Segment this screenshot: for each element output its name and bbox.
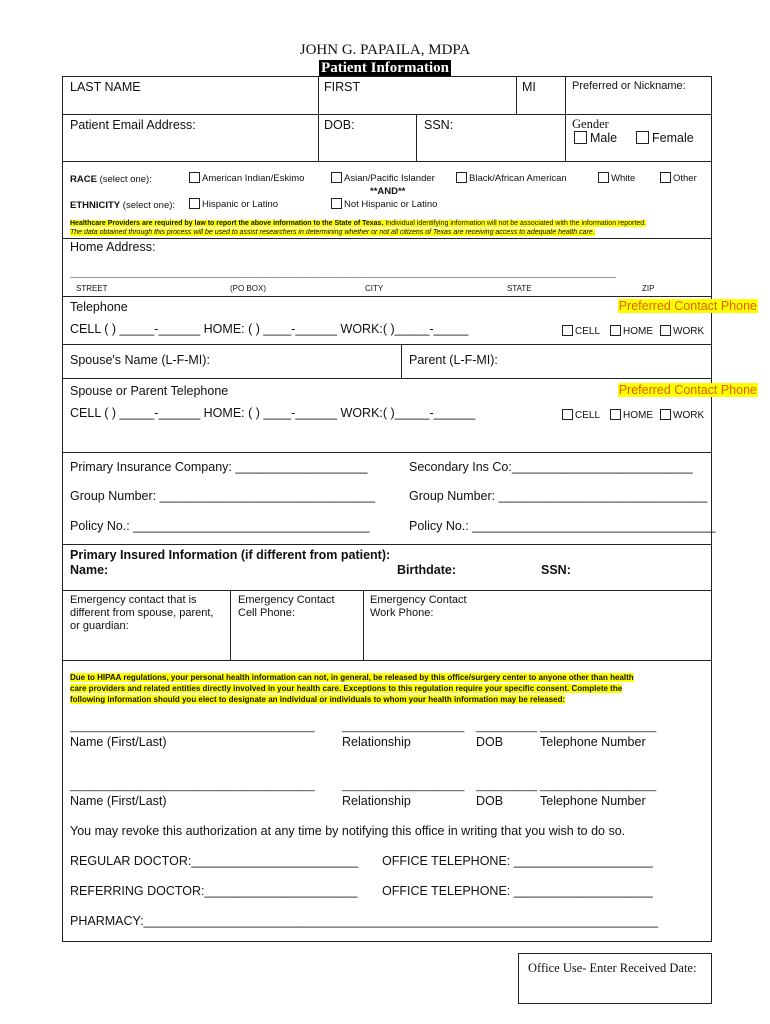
office-use-box[interactable]: [518, 953, 712, 1004]
pref-work-option[interactable]: [660, 325, 704, 337]
ethnicity-label-text: ETHNICITY: [70, 200, 121, 211]
divider: [416, 114, 417, 161]
hipaa-line: care providers and related entities directly involved in your health care. Exceptions to this regulation require your specific consent. Complete the: [70, 684, 623, 693]
race-option[interactable]: [456, 172, 567, 184]
address-line[interactable]: _____________________________________________________________________________________________________________: [70, 268, 616, 278]
regular-doctor-field[interactable]: REGULAR DOCTOR:________________________: [70, 854, 359, 868]
primary-insurance-field[interactable]: Primary Insurance Company: ___________________: [70, 460, 368, 474]
hispanic-label: Hispanic or Latino: [202, 199, 279, 210]
checkbox[interactable]: [610, 325, 621, 336]
male-checkbox[interactable]: [574, 131, 587, 144]
race-option-label: Black/African American: [469, 173, 567, 184]
referring-doctor-field[interactable]: REFERRING DOCTOR:______________________: [70, 884, 358, 898]
telephone-label: Telephone: [70, 300, 128, 314]
street-caption: STREET: [76, 284, 108, 293]
dob-label: DOB:: [324, 118, 355, 132]
hispanic-option[interactable]: [189, 198, 278, 210]
checkbox[interactable]: [331, 198, 342, 209]
pref-work-option[interactable]: [660, 409, 704, 421]
telephone-line[interactable]: CELL ( ) _____-______ HOME: ( ) ____-______ WORK:( )_____-_____: [70, 322, 469, 336]
release-relationship-caption: Relationship: [342, 794, 411, 808]
race-option[interactable]: [331, 172, 435, 184]
cell-label: CELL: [575, 326, 601, 337]
ethnicity-hint: (select one):: [122, 200, 176, 211]
release-telephone-caption: Telephone Number: [540, 794, 646, 808]
divider: [62, 660, 712, 661]
insured-ssn-label: SSN:: [541, 563, 571, 577]
preferred-name-label: Preferred or Nickname:: [572, 80, 686, 92]
emergency-work-label: [370, 594, 467, 620]
office-use-label: Office Use- Enter Received Date:: [528, 961, 697, 975]
email-label: Patient Email Address:: [70, 118, 196, 132]
male-label: Male: [590, 131, 618, 145]
emergency-contact-line: or guardian:: [70, 620, 129, 632]
cell-label: CELL: [575, 410, 601, 421]
divider: [62, 344, 712, 345]
divider: [62, 161, 712, 162]
group-number-field[interactable]: Group Number: _______________________________: [70, 489, 376, 503]
emergency-cell-line: Emergency Contact: [238, 594, 335, 606]
mi-field[interactable]: [520, 96, 562, 112]
first-name-label: FIRST: [324, 80, 361, 94]
insured-name-label: Name:: [70, 563, 109, 577]
practice-name: JOHN G. PAPAILA, MDPA: [299, 42, 471, 58]
revoke-notice: You may revoke this authorization at any time by notifying this office in writing that you wish to do so.: [70, 824, 626, 838]
divider: [565, 76, 566, 161]
race-option-label: Asian/Pacific Islander: [344, 173, 435, 184]
race-label: [70, 174, 152, 185]
release-telephone-caption: Telephone Number: [540, 735, 646, 749]
female-checkbox[interactable]: [636, 131, 649, 144]
pref-cell-option[interactable]: [562, 409, 600, 421]
pobox-caption: (PO BOX): [230, 284, 267, 293]
release-name-line[interactable]: ________________________________________: [70, 721, 315, 733]
not-hispanic-label: Not Hispanic or Latino: [344, 199, 438, 210]
zip-caption: ZIP: [642, 284, 655, 293]
race-option-label: American Indian/Eskimo: [202, 173, 305, 184]
race-option-label: White: [611, 173, 636, 184]
divider: [62, 296, 712, 297]
gender-label: Gender: [572, 117, 609, 131]
last-name-label: LAST NAME: [70, 80, 141, 94]
checkbox[interactable]: [660, 172, 671, 183]
spouse-name-label: Spouse's Name (L-F-MI):: [70, 353, 210, 367]
first-name-field[interactable]: [322, 96, 512, 112]
preferred-name-field[interactable]: [570, 96, 708, 112]
notice-italic: The data obtained through this process will be used to assist researchers in determining whether or not all citizens of Texas are receiving access to adequate health care.: [70, 229, 595, 236]
divider: [363, 590, 364, 660]
group-number-field[interactable]: Group Number: ______________________________: [409, 489, 708, 503]
reporting-notice: [70, 219, 710, 237]
release-dob-line[interactable]: __________: [476, 780, 538, 792]
race-option-label: Other: [673, 173, 697, 184]
divider: [62, 238, 712, 239]
female-option[interactable]: [636, 131, 694, 145]
spouse-telephone-label: Spouse or Parent Telephone: [70, 384, 229, 398]
office-telephone-field[interactable]: OFFICE TELEPHONE: ____________________: [382, 884, 653, 898]
checkbox[interactable]: [189, 172, 200, 183]
hipaa-notice: [70, 672, 634, 705]
emergency-contact-line: Emergency contact that is: [70, 594, 197, 606]
ethnicity-label: [70, 200, 175, 211]
pharmacy-field[interactable]: PHARMACY:__________________________________________________________________________: [70, 914, 659, 928]
secondary-insurance-field[interactable]: Secondary Ins Co:__________________________: [409, 460, 693, 474]
last-name-field[interactable]: [66, 96, 314, 112]
notice-bold: Healthcare Providers are required by law to report the above information to the State of Texas.: [70, 220, 384, 227]
policy-number-field[interactable]: Policy No.: ___________________________________: [409, 519, 716, 533]
insured-birthdate-label: Birthdate:: [397, 563, 457, 577]
divider: [401, 344, 402, 378]
state-caption: STATE: [507, 284, 532, 293]
divider: [62, 114, 712, 115]
parent-name-label: Parent (L-F-MI):: [409, 353, 498, 367]
and-label: **AND**: [370, 186, 406, 197]
release-relationship-line[interactable]: ____________________: [342, 780, 465, 792]
emergency-cell-label: [238, 594, 335, 620]
divider: [230, 590, 231, 660]
race-label-text: RACE: [70, 174, 97, 185]
race-option[interactable]: [660, 172, 697, 184]
primary-insured-title: Primary Insured Information (if different from patient):: [70, 548, 391, 562]
race-option[interactable]: [598, 172, 635, 184]
pref-home-option[interactable]: [610, 409, 653, 421]
preferred-contact-phone-label: Preferred Contact Phone: [618, 383, 757, 397]
divider: [516, 76, 517, 114]
emergency-contact-line: different from spouse, parent,: [70, 607, 214, 619]
checkbox[interactable]: [331, 172, 342, 183]
city-caption: CITY: [365, 284, 384, 293]
pref-home-option[interactable]: [610, 325, 653, 337]
work-label: WORK: [673, 326, 705, 337]
mi-label: MI: [522, 80, 536, 94]
spouse-telephone-line[interactable]: CELL ( ) _____-______ HOME: ( ) ____-______ WORK:( )_____-______: [70, 406, 476, 420]
checkbox[interactable]: [562, 325, 573, 336]
checkbox[interactable]: [660, 325, 671, 336]
release-relationship-line[interactable]: ____________________: [342, 721, 465, 733]
emergency-work-line: Emergency Contact: [370, 594, 467, 606]
checkbox[interactable]: [660, 409, 671, 420]
male-option[interactable]: [574, 131, 617, 145]
notice-rest: Individual identifying information will not be associated with the information reported.: [383, 220, 647, 227]
release-name-caption: Name (First/Last): [70, 735, 167, 749]
female-label: Female: [652, 131, 694, 145]
checkbox[interactable]: [189, 198, 200, 209]
pref-cell-option[interactable]: [562, 325, 600, 337]
policy-number-field[interactable]: Policy No.: __________________________________: [70, 519, 370, 533]
emergency-contact-label: [70, 594, 214, 633]
ssn-label: SSN:: [424, 118, 454, 132]
home-label: HOME: [623, 410, 653, 421]
form-title: Patient Information: [321, 60, 449, 76]
office-telephone-field[interactable]: OFFICE TELEPHONE: ____________________: [382, 854, 653, 868]
divider: [62, 544, 712, 545]
not-hispanic-option[interactable]: [331, 198, 437, 210]
work-label: WORK: [673, 410, 705, 421]
checkbox[interactable]: [598, 172, 609, 183]
preferred-contact-phone-label: Preferred Contact Phone: [618, 299, 757, 313]
release-telephone-line[interactable]: ___________________: [540, 721, 657, 733]
emergency-work-line: Work Phone:: [370, 607, 434, 619]
home-address-label: Home Address:: [70, 240, 156, 254]
release-relationship-caption: Relationship: [342, 735, 411, 749]
divider: [318, 76, 319, 161]
release-name-line[interactable]: ________________________________________: [70, 780, 315, 792]
hipaa-line: following information should you elect to designate an individual or individuals to whom your health information may be released:: [70, 695, 566, 704]
release-dob-caption: DOB: [476, 735, 504, 749]
release-dob-line[interactable]: __________: [476, 721, 538, 733]
emergency-cell-line: Cell Phone:: [238, 607, 295, 619]
release-telephone-line[interactable]: ___________________: [540, 780, 657, 792]
race-hint: (select one):: [99, 174, 152, 185]
divider: [62, 378, 712, 379]
divider: [62, 590, 712, 591]
release-name-caption: Name (First/Last): [70, 794, 167, 808]
checkbox[interactable]: [562, 409, 573, 420]
hipaa-line: Due to HIPAA regulations, your personal health information can not, in general, be released by this office/surgery center to anyone other than health: [70, 673, 634, 682]
form-title-wrap: [0, 59, 770, 77]
checkbox[interactable]: [610, 409, 621, 420]
race-option[interactable]: [189, 172, 304, 184]
release-dob-caption: DOB: [476, 794, 504, 808]
checkbox[interactable]: [456, 172, 467, 183]
divider: [62, 452, 712, 453]
home-label: HOME: [623, 326, 653, 337]
